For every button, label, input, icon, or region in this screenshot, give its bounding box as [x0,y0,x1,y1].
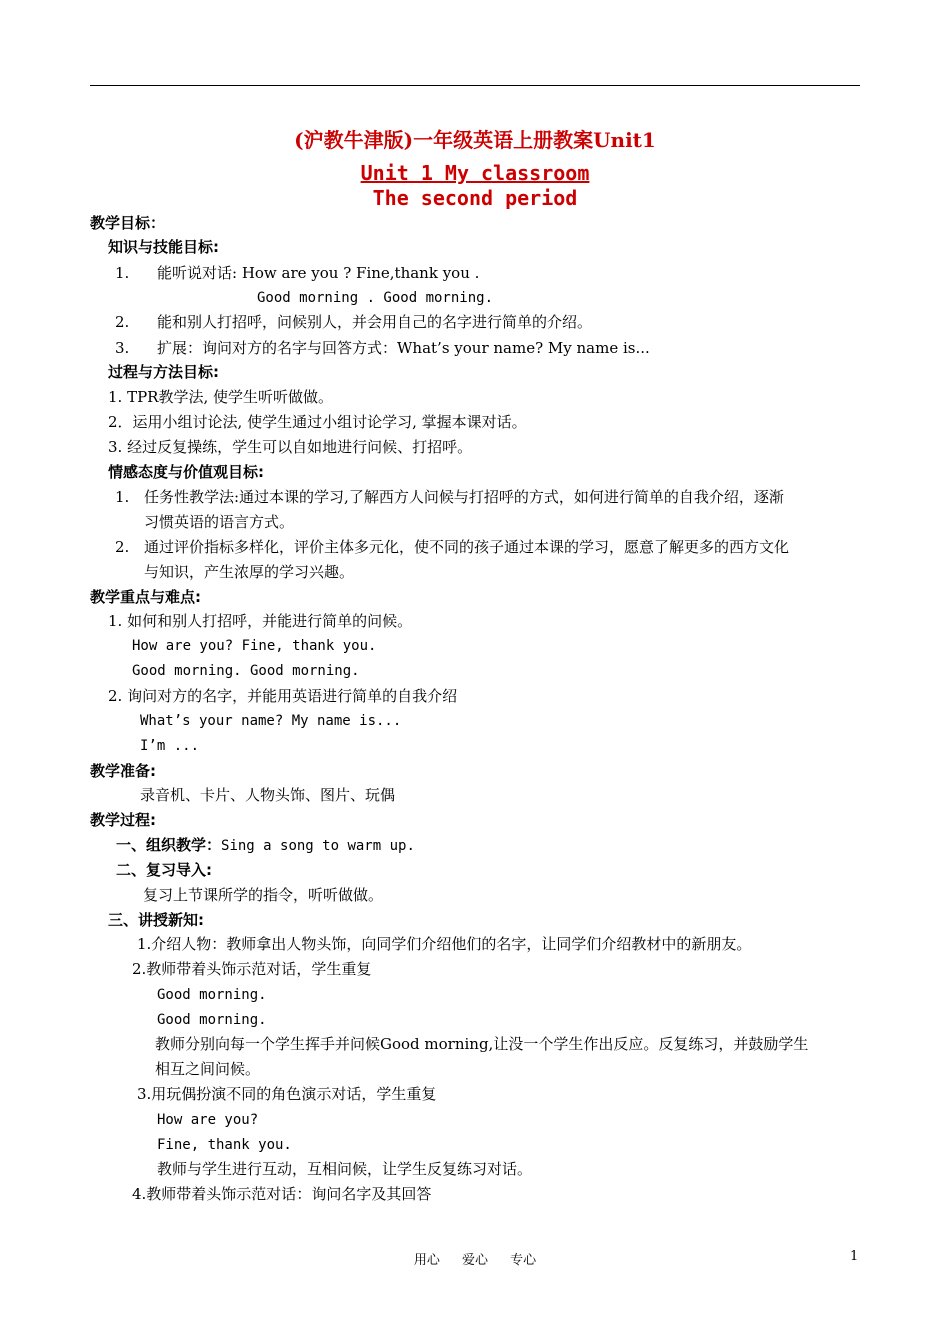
objectives-heading: 教学目标： [90,214,166,232]
focus-item: 2. 询问对方的名字，并能用英语进行简单的自我介绍 [108,687,458,705]
footer-word: 爱心 [461,1253,488,1268]
process-objective-item: 2．运用小组讨论法, 使学生通过小组讨论学习, 掌握本课对话。 [108,413,527,431]
focus-example: How are you? Fine, thank you. [132,638,377,654]
emotion-objective-item: 2. 通过评价指标多样化，评价主体多元化，使不同的孩子通过本课的学习，愿意了解更多的西方文化 [115,538,790,556]
process-objective-item: 1. TPR教学法, 使学生听听做做。 [108,388,334,406]
process-step-2-text: 复习上节课所学的指令，听听做做。 [143,886,384,904]
document-title: (沪教牛津版)一年级英语上册教案Unit1 [294,128,656,152]
process-step-3-item: 相互之间问候。 [155,1060,261,1078]
process-step-2-label: 二、复习导入: [116,861,212,879]
page-footer [0,1249,950,1268]
prep-heading: 教学准备: [90,762,156,780]
knowledge-item: 2. 能和别人打招呼，问候别人，并会用自己的名字进行简单的介绍。 [115,313,593,331]
emotion-objectives-heading: 情感态度与价值观目标: [108,463,264,481]
unit-title: Unit 1 My classroom [360,161,590,185]
process-step-3-item: 1.介绍人物：教师拿出人物头饰，向同学们介绍他们的名字，让同学们介绍教材中的新朋友。 [137,935,752,953]
focus-item: 1. 如何和别人打招呼，并能进行简单的问候。 [108,612,413,630]
header-rule [90,85,860,86]
process-objectives-heading: 过程与方法目标: [108,363,219,381]
dialogue-line: How are you? [157,1112,259,1128]
focus-example: What’s your name? My name is... [140,713,402,729]
process-step-3-item: 2.教师带着头饰示范对话，学生重复 [132,960,372,978]
dialogue-line: Good morning. [157,1012,267,1028]
page-number: 1 [850,1249,859,1264]
process-step-3-label: 三、讲授新知: [108,911,204,929]
knowledge-item: 3. 扩展：询问对方的名字与回答方式：What’s your name? My name is... [115,339,650,357]
focus-heading: 教学重点与难点: [90,588,201,606]
emotion-objective-continuation: 习惯英语的语言方式。 [144,513,295,531]
dialogue-line: Good morning. [157,987,267,1003]
footer-word: 专心 [510,1253,537,1268]
process-objective-item: 3. 经过反复操练，学生可以自如地进行问候、打招呼。 [108,438,473,456]
knowledge-item-continuation: Good morning . Good morning. [257,290,494,306]
dialogue-line: Fine, thank you. [157,1137,292,1153]
knowledge-item: 1. 能听说对话: How are you ? Fine,thank you . [115,264,480,282]
footer-word: 用心 [413,1253,440,1268]
process-step-3-item: 教师与学生进行互动，互相问候，让学生反复练习对话。 [157,1160,533,1178]
emotion-objective-continuation: 与知识，产生浓厚的学习兴趣。 [144,563,355,581]
focus-example: I’m ... [140,738,200,754]
process-step-3-item: 教师分别向每一个学生挥手并问候Good morning,让没一个学生作出反应。反复练习，并鼓励学生 [155,1035,809,1053]
process-step-3-item: 4.教师带着头饰示范对话：询问名字及其回答 [132,1185,432,1203]
process-step-1: 一、组织教学：Sing a song to warm up. [116,836,415,854]
process-heading: 教学过程: [90,811,156,829]
process-step-3-item: 3.用玩偶扮演不同的角色演示对话，学生重复 [137,1085,437,1103]
period-title: The second period [372,186,578,210]
focus-example: Good morning. Good morning. [132,663,360,679]
knowledge-heading: 知识与技能目标: [108,238,219,256]
prep-materials: 录音机、卡片、人物头饰、图片、玩偶 [140,786,396,804]
emotion-objective-item: 1. 任务性教学法:通过本课的学习,了解西方人问候与打招呼的方式，如何进行简单的自我介绍，逐渐 [115,488,784,506]
